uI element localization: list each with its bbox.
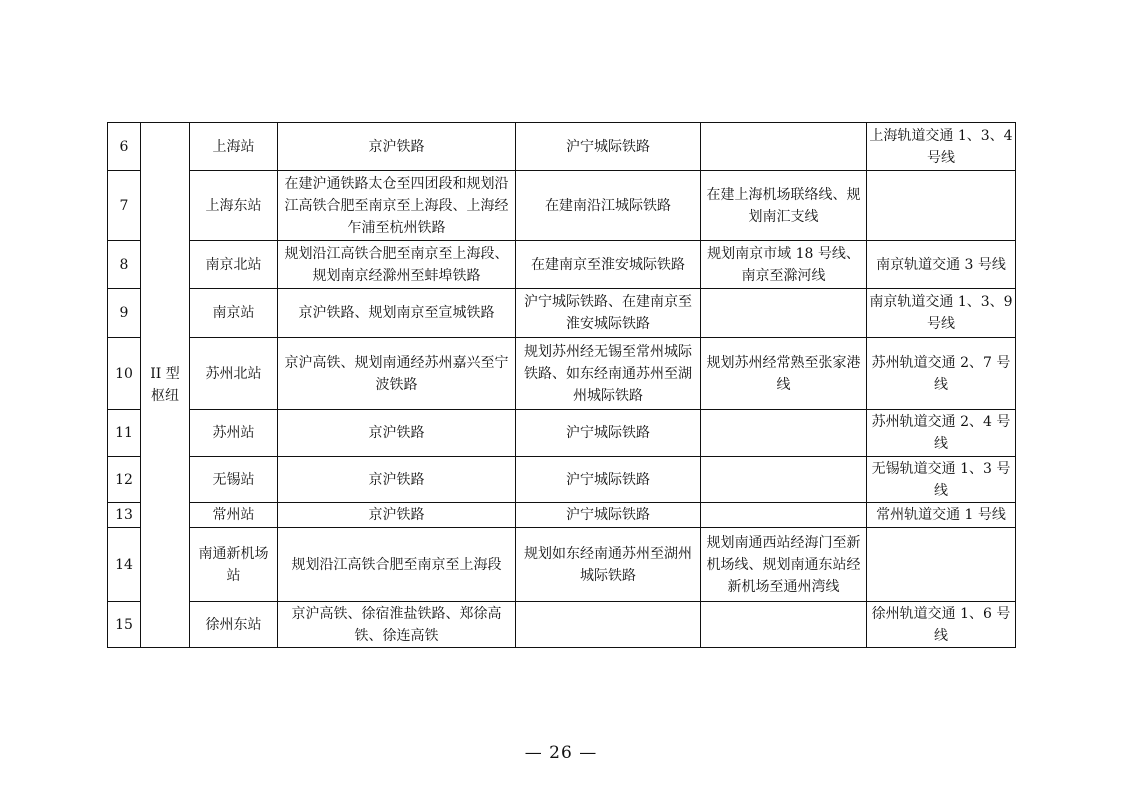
metro-lines: 徐州轨道交通 1、6 号线 (867, 602, 1016, 648)
metro-lines (867, 171, 1016, 241)
high-speed-railway: 京沪铁路 (278, 503, 516, 528)
table-row (108, 289, 1016, 338)
hub-type-cell: II 型枢纽 (141, 123, 190, 648)
intercity-railway: 在建南京至淮安城际铁路 (516, 241, 701, 289)
high-speed-railway: 京沪铁路、规划南京至宣城铁路 (278, 289, 516, 338)
station-name: 南通新机场站 (190, 528, 278, 602)
suburban-railway: 规划南京市域 18 号线、南京至滁河线 (701, 241, 867, 289)
station-name: 南京北站 (190, 241, 278, 289)
suburban-railway (701, 410, 867, 457)
row-number: 6 (108, 123, 141, 171)
row-number: 9 (108, 289, 141, 338)
row-number: 15 (108, 602, 141, 648)
station-name: 常州站 (190, 503, 278, 528)
suburban-railway (701, 602, 867, 648)
metro-lines (867, 528, 1016, 602)
station-name: 苏州站 (190, 410, 278, 457)
station-name: 上海站 (190, 123, 278, 171)
table-row (108, 602, 1016, 648)
table-row (108, 410, 1016, 457)
station-name: 无锡站 (190, 457, 278, 503)
high-speed-railway: 京沪高铁、规划南通经苏州嘉兴至宁波铁路 (278, 338, 516, 410)
metro-lines: 常州轨道交通 1 号线 (867, 503, 1016, 528)
metro-lines: 无锡轨道交通 1、3 号线 (867, 457, 1016, 503)
row-number: 11 (108, 410, 141, 457)
intercity-railway: 沪宁城际铁路 (516, 410, 701, 457)
page-number: — 26 — (524, 743, 598, 763)
table-row (108, 123, 1016, 171)
metro-lines: 南京轨道交通 3 号线 (867, 241, 1016, 289)
table-row (108, 457, 1016, 503)
intercity-railway: 规划如东经南通苏州至湖州城际铁路 (516, 528, 701, 602)
intercity-railway: 沪宁城际铁路 (516, 503, 701, 528)
high-speed-railway: 京沪铁路 (278, 457, 516, 503)
station-name: 上海东站 (190, 171, 278, 241)
table-row (108, 171, 1016, 241)
suburban-railway: 规划苏州经常熟至张家港线 (701, 338, 867, 410)
intercity-railway: 在建南沿江城际铁路 (516, 171, 701, 241)
intercity-railway: 沪宁城际铁路 (516, 457, 701, 503)
metro-lines: 上海轨道交通 1、3、4 号线 (867, 123, 1016, 171)
high-speed-railway: 规划沿江高铁合肥至南京至上海段 (278, 528, 516, 602)
metro-lines: 苏州轨道交通 2、4 号线 (867, 410, 1016, 457)
row-number: 8 (108, 241, 141, 289)
high-speed-railway: 京沪高铁、徐宿淮盐铁路、郑徐高铁、徐连高铁 (278, 602, 516, 648)
suburban-railway (701, 457, 867, 503)
high-speed-railway: 京沪铁路 (278, 410, 516, 457)
intercity-railway: 沪宁城际铁路、在建南京至淮安城际铁路 (516, 289, 701, 338)
suburban-railway (701, 503, 867, 528)
station-name: 南京站 (190, 289, 278, 338)
table-row (108, 503, 1016, 528)
suburban-railway: 在建上海机场联络线、规划南汇支线 (701, 171, 867, 241)
row-number: 14 (108, 528, 141, 602)
suburban-railway (701, 123, 867, 171)
station-name: 徐州东站 (190, 602, 278, 648)
suburban-railway (701, 289, 867, 338)
table-row (108, 338, 1016, 410)
suburban-railway: 规划南通西站经海门至新机场线、规划南通东站经新机场至通州湾线 (701, 528, 867, 602)
intercity-railway (516, 602, 701, 648)
intercity-railway: 规划苏州经无锡至常州城际铁路、如东经南通苏州至湖州城际铁路 (516, 338, 701, 410)
metro-lines: 南京轨道交通 1、3、9 号线 (867, 289, 1016, 338)
row-number: 7 (108, 171, 141, 241)
row-number: 10 (108, 338, 141, 410)
station-name: 苏州北站 (190, 338, 278, 410)
hub-table (107, 122, 1016, 648)
high-speed-railway: 规划沿江高铁合肥至南京至上海段、规划南京经滁州至蚌埠铁路 (278, 241, 516, 289)
high-speed-railway: 在建沪通铁路太仓至四团段和规划沿江高铁合肥至南京至上海段、上海经乍浦至杭州铁路 (278, 171, 516, 241)
row-number: 12 (108, 457, 141, 503)
table-row (108, 241, 1016, 289)
row-number: 13 (108, 503, 141, 528)
intercity-railway: 沪宁城际铁路 (516, 123, 701, 171)
metro-lines: 苏州轨道交通 2、7 号线 (867, 338, 1016, 410)
high-speed-railway: 京沪铁路 (278, 123, 516, 171)
table-row (108, 528, 1016, 602)
